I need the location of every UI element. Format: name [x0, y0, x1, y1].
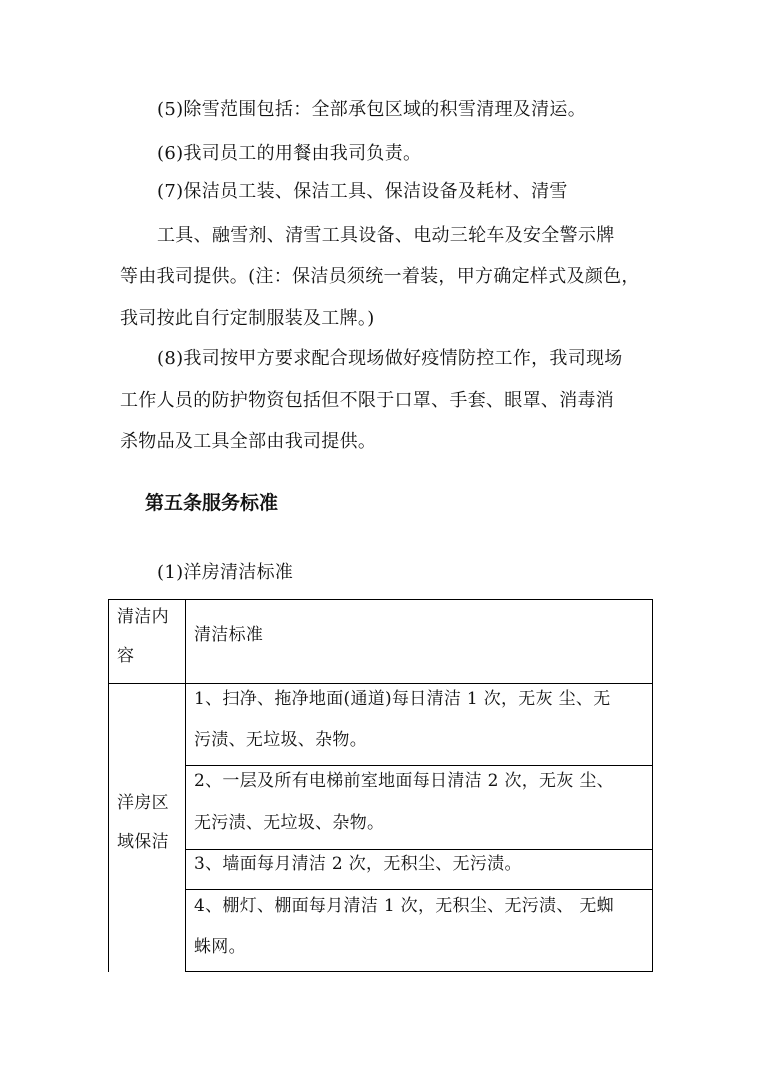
- row-1-line-1: 1、扫净、拖净地面(通道)每日清洁 1 次，无灰 尘、无: [194, 689, 611, 709]
- header-standard: 清洁标准: [194, 625, 264, 645]
- header-row-divider: [108, 683, 653, 684]
- header-content-line-2: 容: [117, 646, 135, 666]
- paragraph-8-line-3: 杀物品及工具全部由我司提供。: [120, 431, 377, 452]
- paragraph-6: (6)我司员工的用餐由我司负责。: [157, 143, 422, 164]
- row-4-bottom-border: [185, 971, 653, 972]
- row-2-divider: [185, 849, 653, 850]
- paragraph-7-line-4: 我司按此自行定制服装及工牌。): [120, 308, 375, 329]
- row-4-line-1: 4、棚灯、棚面每月清洁 1 次，无积尘、无污渍、 无蜘: [194, 896, 614, 916]
- paragraph-7-line-2: 工具、融雪剂、清雪工具设备、电动三轮车及安全警示牌: [157, 225, 615, 246]
- table-border-right: [652, 599, 653, 972]
- header-content-line-1: 清洁内: [117, 607, 169, 627]
- category-line-1: 洋房区: [117, 793, 169, 813]
- paragraph-7-line-3: 等由我司提供。(注：保洁员须统一着装，甲方确定样式及颜色，: [120, 266, 640, 287]
- column-divider: [185, 599, 186, 972]
- row-1-divider: [185, 765, 653, 766]
- paragraph-5: (5)除雪范围包括：全部承包区域的积雪清理及清运。: [157, 99, 586, 120]
- category-line-2: 域保洁: [117, 832, 169, 852]
- table-border-top: [108, 599, 653, 600]
- paragraph-7-line-1: (7)保洁员工装、保洁工具、保洁设备及耗材、清雪: [157, 181, 568, 202]
- cleaning-standards-table: [108, 599, 653, 972]
- table-caption: (1)洋房清洁标准: [157, 562, 294, 583]
- row-4-line-2: 蛛网。: [194, 937, 246, 957]
- row-2-line-1: 2、一层及所有电梯前室地面每日清洁 2 次，无灰 尘、: [194, 771, 614, 791]
- paragraph-8-line-1: (8)我司按甲方要求配合现场做好疫情防控工作，我司现场: [157, 348, 623, 369]
- section-heading: 第五条服务标准: [145, 492, 279, 514]
- row-3-line-1: 3、墙面每月清洁 2 次，无积尘、无污渍。: [194, 854, 522, 874]
- row-1-line-2: 污渍、无垃圾、杂物。: [194, 730, 367, 750]
- row-3-divider: [185, 889, 653, 890]
- paragraph-8-line-2: 工作人员的防护物资包括但不限于口罩、手套、眼罩、消毒消: [120, 390, 615, 411]
- table-border-left: [108, 599, 109, 972]
- row-2-line-2: 无污渍、无垃圾、杂物。: [194, 813, 385, 833]
